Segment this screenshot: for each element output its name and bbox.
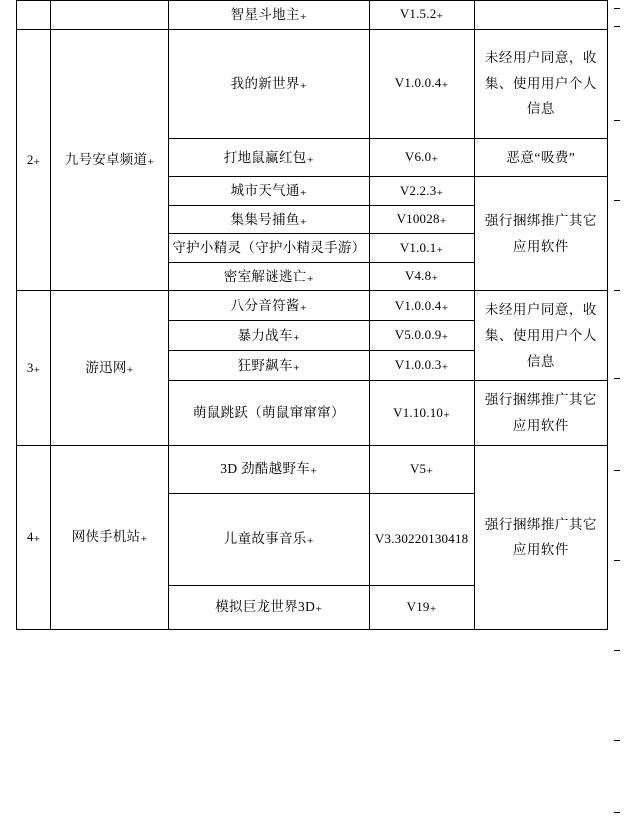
cell-source: 游迅网₊ <box>51 291 169 445</box>
cell-source: 网侠手机站₊ <box>51 445 169 629</box>
cell-issue: 未经用户同意，收集、使用用户个人信息 <box>474 291 607 381</box>
cell-issue: 强行捆绑推广其它应用软件 <box>474 177 607 291</box>
table-row <box>17 445 608 493</box>
cell-app-name: 智星斗地主₊ <box>169 1 369 30</box>
cell-source <box>51 1 169 30</box>
table-row <box>17 291 608 321</box>
cell-app-name: 萌鼠跳跃（萌鼠窜窜窜） <box>169 381 369 445</box>
cell-version: V1.0.1₊ <box>369 234 474 263</box>
cell-version: V1.0.0.4₊ <box>369 29 474 138</box>
cell-number: 2₊ <box>17 29 51 291</box>
cell-source: 九号安卓频道₊ <box>51 29 169 291</box>
cell-app-name: 守护小精灵（守护小精灵手游） <box>169 234 369 263</box>
cell-version: V6.0₊ <box>369 138 474 177</box>
table-row <box>17 29 608 138</box>
cell-app-name: 儿童故事音乐₊ <box>169 493 369 585</box>
cell-version: V5.0.0.9₊ <box>369 321 474 351</box>
cell-version: V1.5.2₊ <box>369 1 474 30</box>
cell-version: V1.0.0.3₊ <box>369 351 474 381</box>
cell-app-name: 打地鼠赢红包₊ <box>169 138 369 177</box>
cell-version: V10028₊ <box>369 205 474 234</box>
cell-app-name: 密室解谜逃亡₊ <box>169 262 369 291</box>
cell-version: V1.0.0.4₊ <box>369 291 474 321</box>
page-edge-marks <box>616 0 630 825</box>
cell-number: 4₊ <box>17 445 51 629</box>
cell-version: V5₊ <box>369 445 474 493</box>
cell-issue: 未经用户同意，收集、使用用户个人信息 <box>474 29 607 138</box>
table-row <box>17 1 608 30</box>
cell-app-name: 3D 劲酷越野车₊ <box>169 445 369 493</box>
cell-app-name: 我的新世界₊ <box>169 29 369 138</box>
cell-number <box>17 1 51 30</box>
cell-issue <box>474 1 607 30</box>
cell-issue: 强行捆绑推广其它应用软件 <box>474 445 607 629</box>
cell-version: V19₊ <box>369 585 474 629</box>
cell-version: V4.8₊ <box>369 262 474 291</box>
cell-app-name: 集集号捕鱼₊ <box>169 205 369 234</box>
cell-version: V3.30220130418 <box>369 493 474 585</box>
cell-app-name: 八分音符酱₊ <box>169 291 369 321</box>
app-violation-table <box>16 0 608 630</box>
cell-version: V1.10.10₊ <box>369 381 474 445</box>
cell-issue: 恶意“吸费” <box>474 138 607 177</box>
cell-app-name: 模拟巨龙世界3D₊ <box>169 585 369 629</box>
cell-app-name: 暴力战车₊ <box>169 321 369 351</box>
cell-issue: 强行捆绑推广其它应用软件 <box>474 381 607 445</box>
cell-app-name: 城市天气通₊ <box>169 177 369 206</box>
cell-app-name: 狂野飙车₊ <box>169 351 369 381</box>
cell-number: 3₊ <box>17 291 51 445</box>
cell-version: V2.2.3₊ <box>369 177 474 206</box>
